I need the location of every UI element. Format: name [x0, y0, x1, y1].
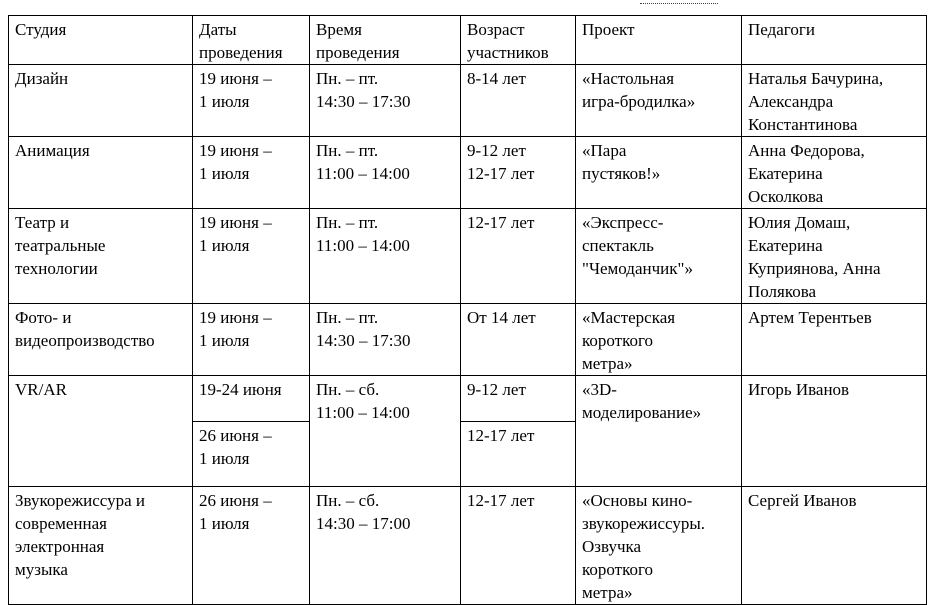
- teachers-cell: Наталья Бачурина, Александра Константинова: [742, 65, 927, 137]
- age-cell: 12-17 лет: [461, 422, 576, 487]
- time-cell: Пн. – сб. 14:30 – 17:00: [310, 487, 461, 605]
- dates-cell: 19 июня – 1 июля: [193, 65, 310, 137]
- dates-cell: 19 июня – 1 июля: [193, 304, 310, 376]
- studio-cell: Звукорежиссура и современная электронная музыка: [9, 487, 193, 605]
- teachers-cell: Юлия Домаш, Екатерина Куприянова, Анна Полякова: [742, 209, 927, 304]
- project-cell: «Настольная игра-бродилка»: [576, 65, 742, 137]
- table-row: [9, 487, 927, 605]
- table-row: [9, 65, 927, 137]
- dates-cell: 26 июня – 1 июля: [193, 487, 310, 605]
- teachers-cell: Игорь Иванов: [742, 376, 927, 487]
- project-cell: «Основы кино- звукорежиссуры. Озвучка короткого метра»: [576, 487, 742, 605]
- header-row: [9, 16, 927, 65]
- studios-schedule-table: [8, 15, 927, 605]
- header-project: Проект: [576, 16, 742, 65]
- time-cell: Пн. – пт. 14:30 – 17:30: [310, 65, 461, 137]
- age-cell: 9-12 лет: [461, 376, 576, 422]
- dates-cell: 26 июня – 1 июля: [193, 422, 310, 487]
- project-cell: «Мастерская короткого метра»: [576, 304, 742, 376]
- time-cell: Пн. – пт. 11:00 – 14:00: [310, 209, 461, 304]
- teachers-cell: Анна Федорова, Екатерина Осколкова: [742, 137, 927, 209]
- age-cell: 8-14 лет: [461, 65, 576, 137]
- project-cell: «Пара пустяков!»: [576, 137, 742, 209]
- age-cell: 12-17 лет: [461, 487, 576, 605]
- time-cell: Пн. – пт. 11:00 – 14:00: [310, 137, 461, 209]
- header-dates: Даты проведения: [193, 16, 310, 65]
- dates-cell: 19-24 июня: [193, 376, 310, 422]
- red-underline-mark: [640, 0, 718, 4]
- project-cell: «Экспресс- спектакль "Чемоданчик"»: [576, 209, 742, 304]
- header-studio: Студия: [9, 16, 193, 65]
- dates-cell: 19 июня – 1 июля: [193, 209, 310, 304]
- time-cell: Пн. – пт. 14:30 – 17:30: [310, 304, 461, 376]
- dates-cell: 19 июня – 1 июля: [193, 137, 310, 209]
- studio-cell: Анимация: [9, 137, 193, 209]
- age-cell: 12-17 лет: [461, 209, 576, 304]
- time-cell: Пн. – сб. 11:00 – 14:00: [310, 376, 461, 487]
- project-cell: «3D- моделирование»: [576, 376, 742, 487]
- header-age: Возраст участников: [461, 16, 576, 65]
- age-cell: От 14 лет: [461, 304, 576, 376]
- teachers-cell: Сергей Иванов: [742, 487, 927, 605]
- studio-cell: VR/AR: [9, 376, 193, 487]
- table-row: [9, 209, 927, 304]
- studio-cell: Фото- и видеопроизводство: [9, 304, 193, 376]
- table-row: [9, 304, 927, 376]
- studio-cell: Театр и театральные технологии: [9, 209, 193, 304]
- table-row: [9, 137, 927, 209]
- age-cell: 9-12 лет 12-17 лет: [461, 137, 576, 209]
- teachers-cell: Артем Терентьев: [742, 304, 927, 376]
- table-row: [9, 376, 927, 422]
- header-time: Время проведения: [310, 16, 461, 65]
- header-teachers: Педагоги: [742, 16, 927, 65]
- studio-cell: Дизайн: [9, 65, 193, 137]
